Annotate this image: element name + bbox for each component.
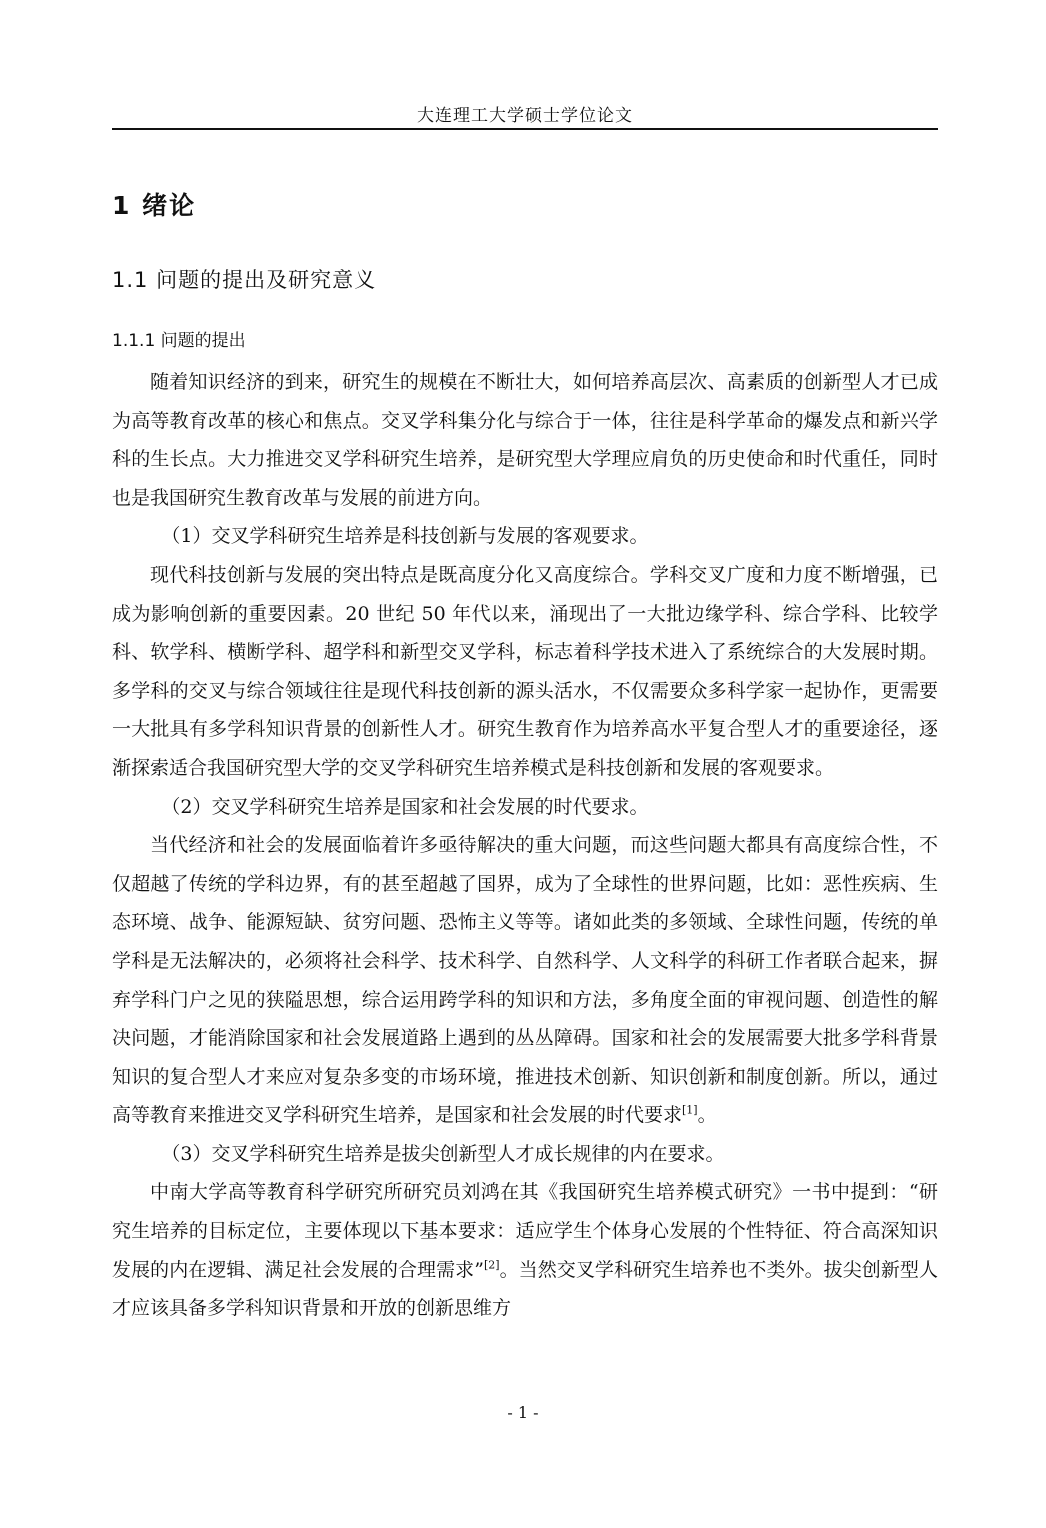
paragraph-talent-growth [112, 1173, 938, 1327]
paragraph-intro: 随着知识经济的到来，研究生的规模在不断壮大，如何培养高层次、高素质的创新型人才已成为高等教育改革的核心和焦点。交叉学科集分化与综合于一体，往往是科学革命的爆发点和新兴学科的生长点。大力推进交叉学科研究生培养，是研究型大学理应肩负的历史使命和时代重任，同时也是我国研究生教育改革与发展的前进方向。 [112, 371, 938, 509]
running-header: 大连理工大学硕士学位论文 [417, 106, 633, 126]
section-title: 1.1 问题的提出及研究意义 [112, 268, 377, 292]
citation-ref: [1] [682, 1103, 698, 1117]
list-item-2: （2）交叉学科研究生培养是国家和社会发展的时代要求。 [161, 795, 649, 818]
subsection-title: 1.1.1 问题的提出 [112, 331, 246, 351]
paragraph-tech-innovation: 现代科技创新与发展的突出特点是既高度分化又高度综合。学科交叉广度和力度不断增强，已成为影响创新的重要因素。20 世纪 50 年代以来，涌现出了一大批边缘学科、综合学科、比较学科、软学科、横断学科、超学科和新型交叉学科，标志着科学技术进入了系统综合的大发展时期。多学科的交叉与综合领域往往是现代科技创新的源头活水，不仅需要众多科学家一起协作，更需要一大批具有多学科知识背景的创新性人才。研究生教育作为培养高水平复合型人才的重要途径，逐渐探索适合我国研究型大学的交叉学科研究生培养模式是科技创新和发展的客观要求。 [112, 563, 938, 779]
body-text [112, 363, 938, 1328]
chapter-title: 1 绪论 [112, 191, 197, 220]
list-item-1: （1）交叉学科研究生培养是科技创新与发展的客观要求。 [161, 525, 649, 548]
page-number: - 1 - [507, 1403, 539, 1422]
list-item-3: （3）交叉学科研究生培养是拔尖创新型人才成长规律的内在要求。 [161, 1142, 725, 1165]
paragraph-text: 当代经济和社会的发展面临着许多亟待解决的重大问题，而这些问题大都具有高度综合性，不仅超越了传统的学科边界，有的甚至超越了国界，成为了全球性的世界问题，比如：恶性疾病、生态环境、战争、能源短缺、贫穷问题、恐怖主义等等。诸如此类的多领域、全球性问题，传统的单学科是无法解决的，必须将社会科学、技术科学、自然科学、人文科学的科研工作者联合起来，摒弃学科门户之见的狭隘思想，综合运用跨学科的知识和方法，多角度全面的审视问题、创造性的解决问题，才能消除国家和社会发展道路上遇到的丛丛障碍。国家和社会的发展需要大批多学科背景知识的复合型人才来应对复杂多变的市场环境，推进技术创新、知识创新和制度创新。所以，通过高等教育来推进交叉学科研究生培养，是国家和社会发展的时代要求 [112, 834, 938, 1127]
header-rule [112, 128, 938, 130]
paragraph-social-development [112, 826, 938, 1135]
paragraph-text-continued: 。当然交叉学科研究生培养也不类外。拔尖创新型人才应该具备多学科知识背景和开放的创新思维方 [112, 1258, 938, 1320]
paragraph-text: 中南大学高等教育科学研究所研究员刘鸿在其《我国研究生培养模式研究》一书中提到：“研究生培养的目标定位，主要体现以下基本要求：适应学生个体身心发展的个性特征、符合高深知识发展的内在逻辑、满足社会发展的合理需求” [112, 1181, 938, 1281]
citation-ref: [2] [483, 1258, 500, 1272]
paragraph-end: 。 [697, 1104, 717, 1127]
